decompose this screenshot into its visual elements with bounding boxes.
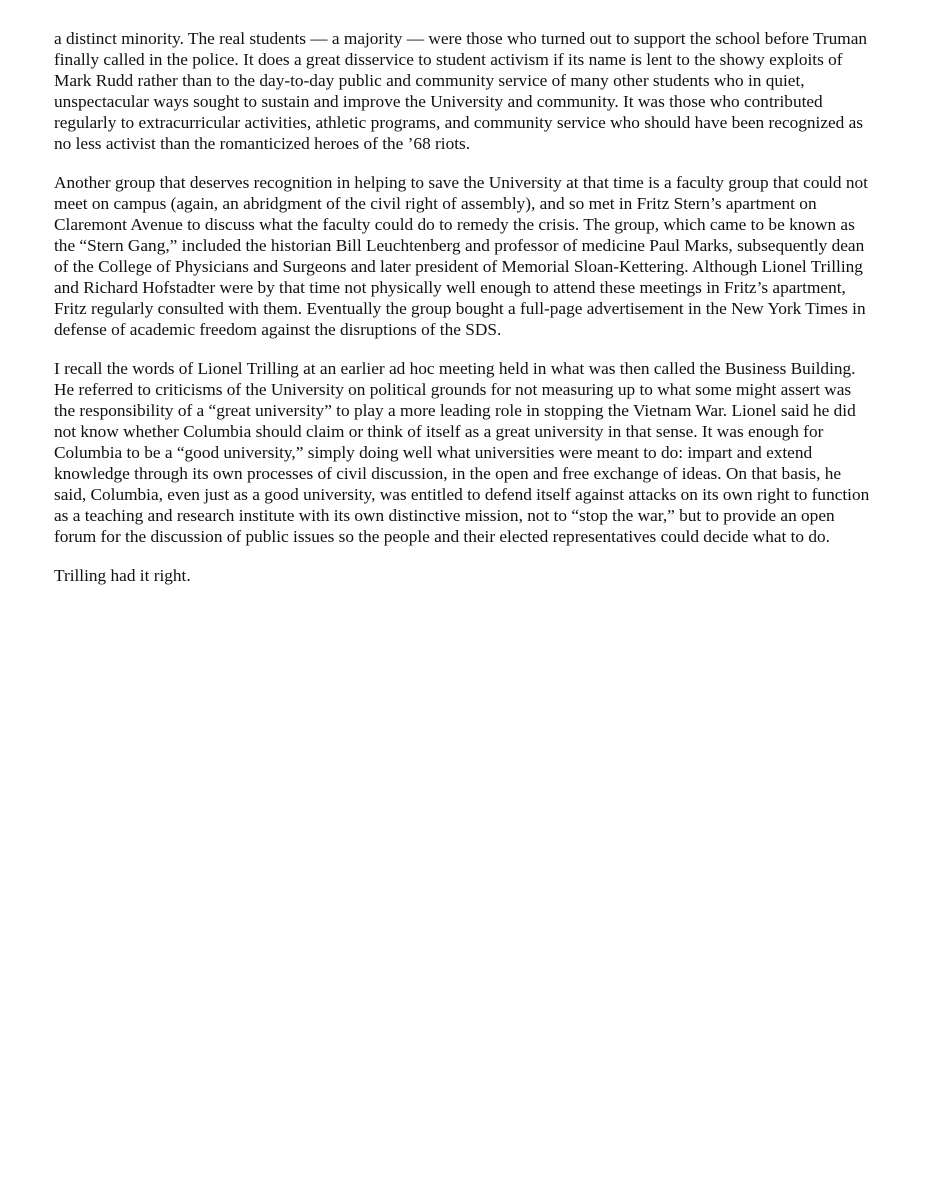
document-page xyxy=(54,28,872,604)
paragraph-stern-gang: Another group that deserves recognition in helping to save the University at that time is a faculty group that could not meet on campus (again, an abridgment of the civil right of assembly), and so met in Fritz Stern’s apartment on Claremont Avenue to discuss what the faculty could do to remedy the crisis. The group, which came to be known as the “Stern Gang,” included the historian Bill Leuchtenberg and professor of medicine Paul Marks, subsequently dean of the College of Physicians and Surgeons and later president of Memorial Sloan-Kettering. Although Lionel Trilling and Richard Hofstadter were by that time not physically well enough to attend these meetings in Fritz’s apartment, Fritz regularly consulted with them. Eventually the group bought a full-page advertisement in the New York Times in defense of academic freedom against the disruptions of the SDS. xyxy=(54,173,868,339)
paragraph-student-activism: a distinct minority. The real students — a majority — were those who turned out to support the school before Truman finally called in the police. It does a great disservice to student activism if its name is lent to the showy exploits of Mark Rudd rather than to the day-to-day public and community service of many other students who in quiet, unspectacular ways sought to sustain and improve the University and community. It was those who contributed regularly to extracurricular activities, athletic programs, and community service who should have been recognized as no less activist than the romanticized heroes of the ’68 riots. xyxy=(54,29,868,153)
paragraph-trilling-recollection: I recall the words of Lionel Trilling at an earlier ad hoc meeting held in what was then called the Business Building. He referred to criticisms of the University on political grounds for not measuring up to what some might assert was the responsibility of a “great university” to play a more leading role in stopping the Vietnam War. Lionel said he did not know whether Columbia should claim or think of itself as a great university in that sense. It was enough for Columbia to be a “good university,” simply doing well what universities were meant to do: impart and extend knowledge through its own processes of civil discussion, in the open and free exchange of ideas. On that basis, he said, Columbia, even just as a good university, was entitled to defend itself against attacks on its own right to function as a teaching and research institute with its own distinctive mission, not to “stop the war,” but to provide an open forum for the discussion of public issues so the people and their elected representatives could decide what to do. xyxy=(54,359,870,546)
paragraph-conclusion: Trilling had it right. xyxy=(54,566,191,585)
